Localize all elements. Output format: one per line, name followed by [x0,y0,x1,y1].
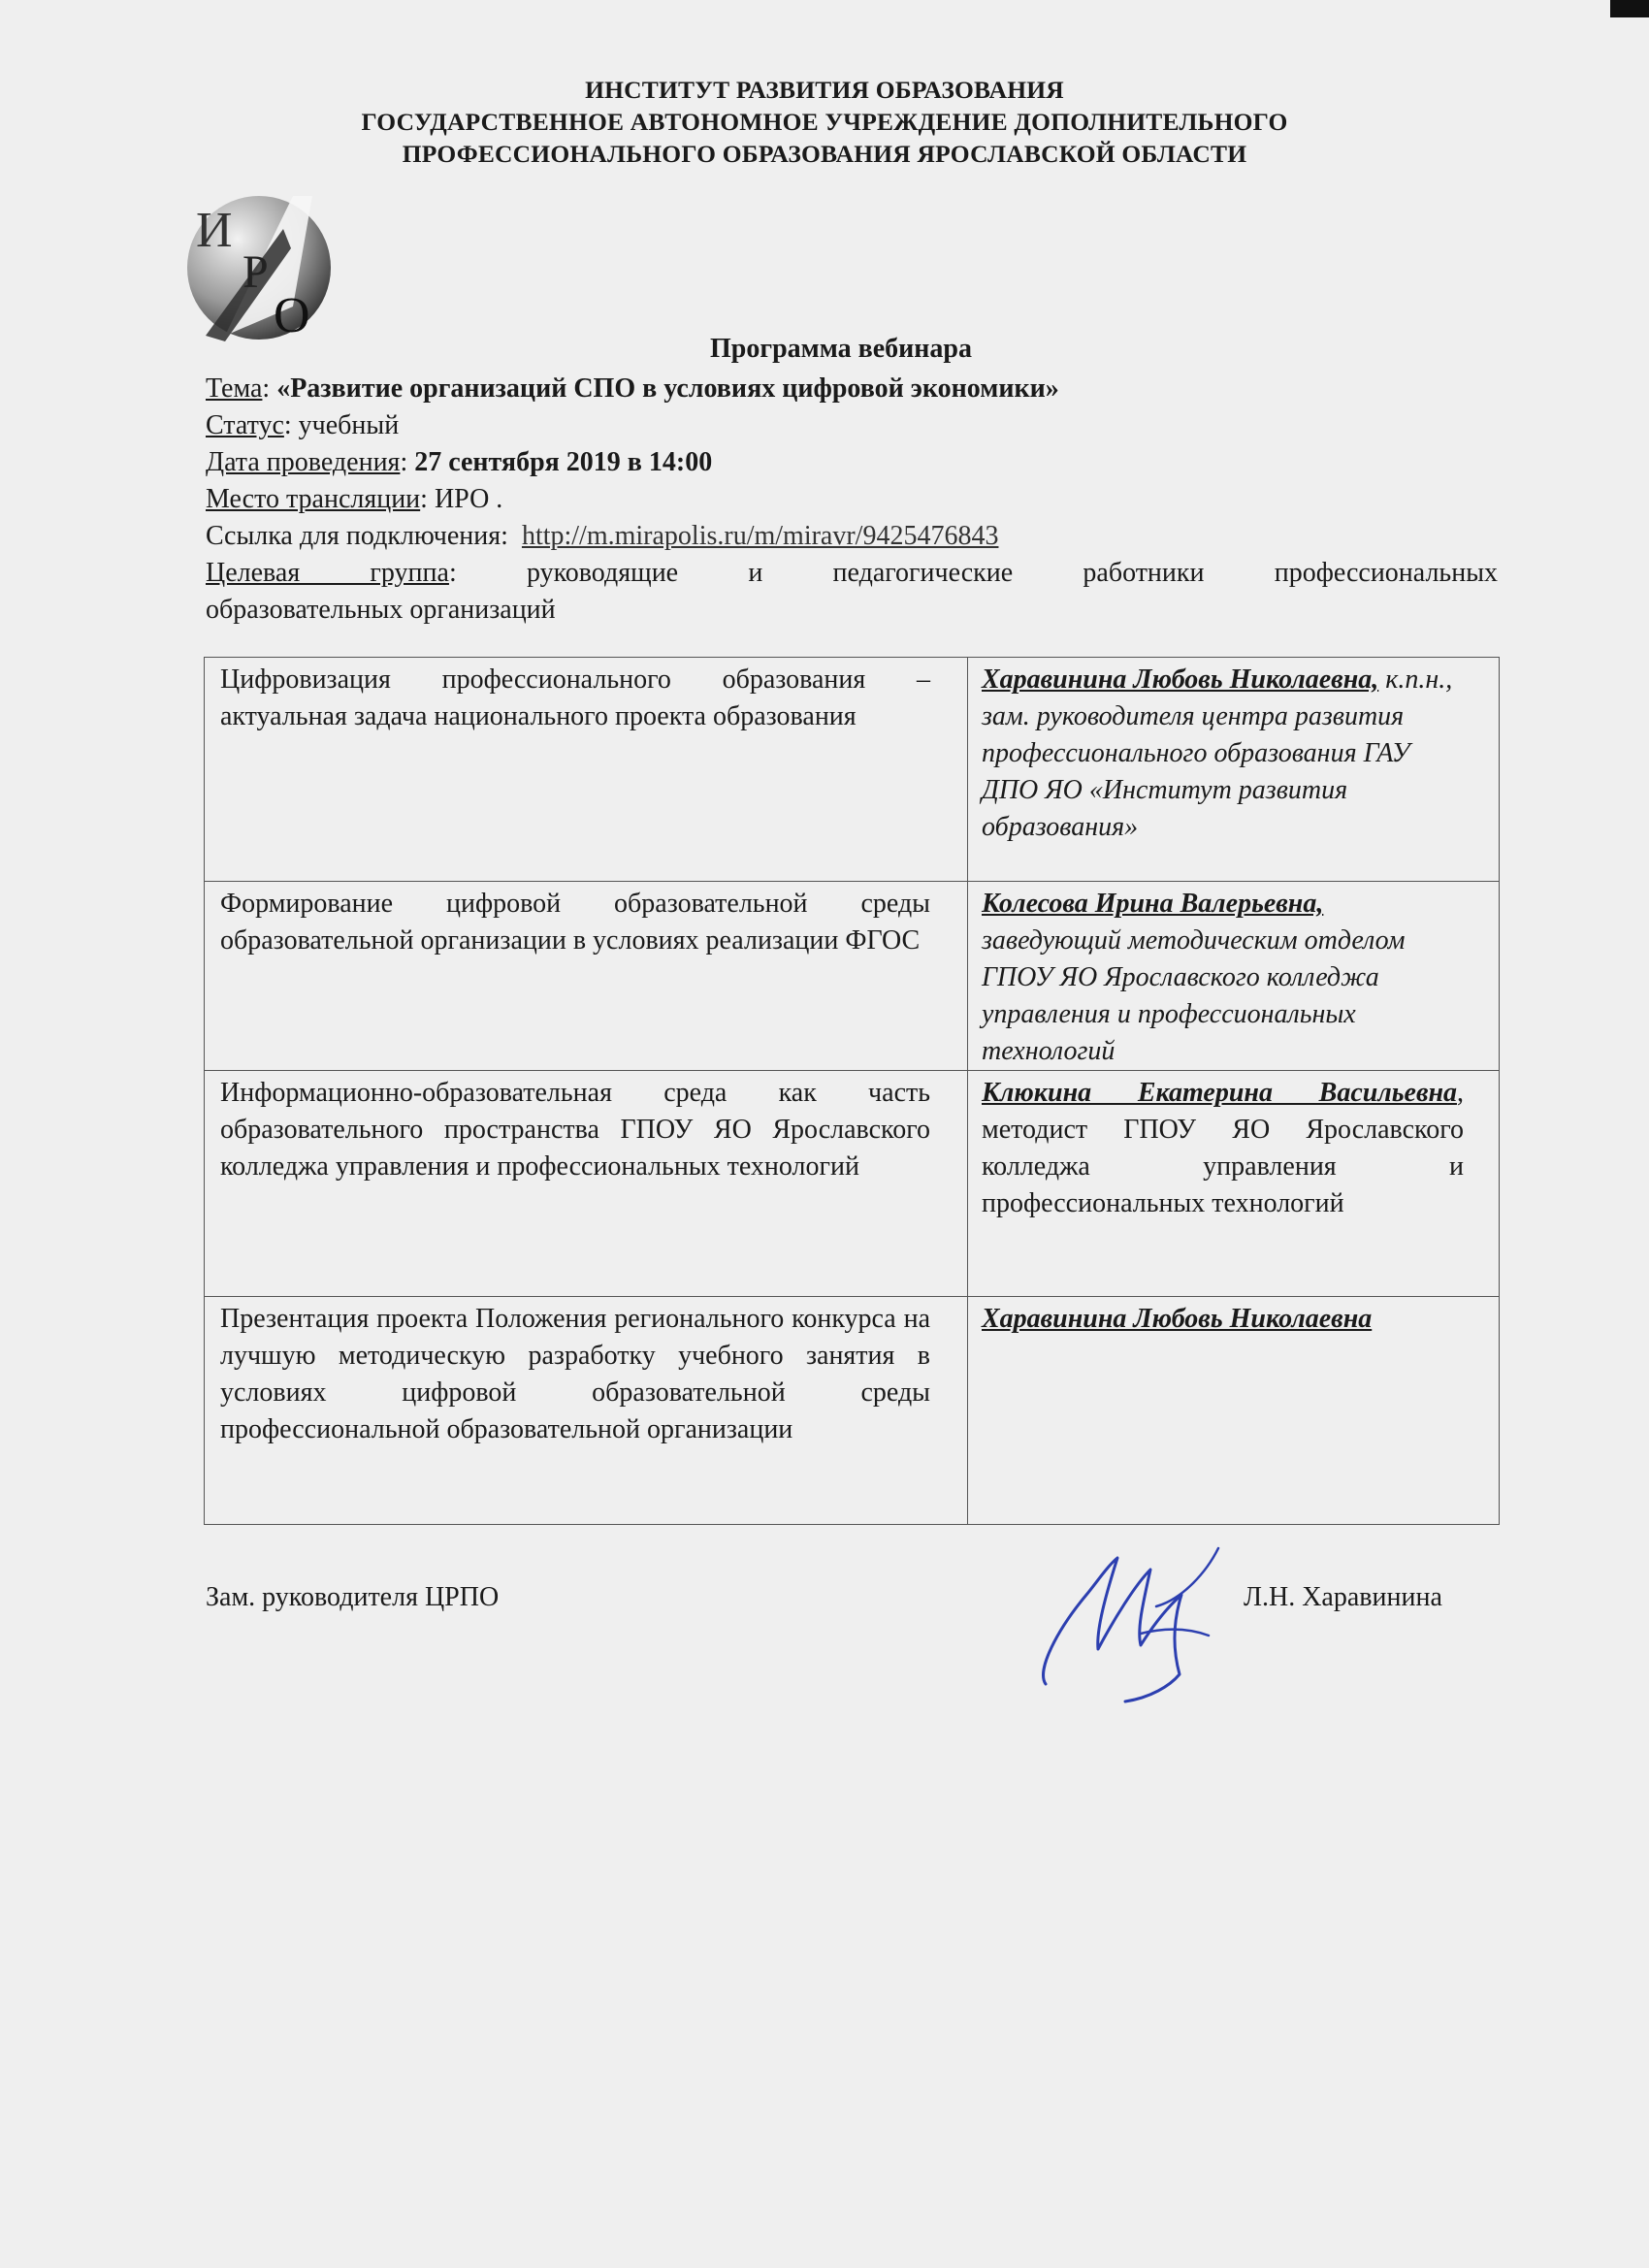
iro-logo [167,190,347,343]
table-row [205,1297,1500,1525]
scan-corner-mark [1610,0,1649,17]
status-label: Статус [206,410,284,440]
topic-row: Тема: «Развитие организаций СПО в условиях цифровой экономики» [206,373,1059,404]
agenda-topic: Цифровизация профессионального образования – актуальная задача национального проекта образования [205,658,968,882]
agenda-speaker [968,1297,1500,1525]
status-row: Статус: учебный [206,410,400,440]
target-value-cont: образовательных организаций [206,595,556,625]
place-row: Место трансляции: ИРО . [206,484,503,514]
topic-value: «Развитие организаций СПО в условиях цифровой экономики» [276,373,1059,404]
signatory-position: Зам. руководителя ЦРПО [206,1582,500,1612]
letterhead-line-1: ИНСТИТУТ РАЗВИТИЯ ОБРАЗОВАНИЯ [585,76,1064,104]
table-row [205,658,1500,882]
program-meta [206,371,1498,629]
letterhead-line-3: ПРОФЕССИОНАЛЬНОГО ОБРАЗОВАНИЯ ЯРОСЛАВСКОЙ ОБЛАСТИ [402,140,1247,168]
agenda-table [204,657,1500,1525]
target-row-cont [206,592,1498,629]
place-label: Место трансляции [206,484,421,514]
table-row [205,1071,1500,1297]
place-value: ИРО . [434,484,503,514]
logo-letter-i: И [196,203,233,258]
agenda-topic: Информационно-образовательная среда как часть образовательного пространства ГПОУ ЯО Ярославского колледжа управления и профессиональных технологий [205,1071,968,1297]
speaker-name: Колесова Ирина Валерьевна, [982,889,1324,919]
date-row: Дата проведения: 27 сентября 2019 в 14:00 [206,447,713,477]
logo-letter-o: О [274,288,310,343]
speaker-position: заведующий методическим отделом ГПОУ ЯО Ярославского колледжа управления и профессиональных технологий [982,925,1406,1066]
link-row [206,518,1498,555]
speaker-block [982,1075,1464,1222]
topic-label: Тема [206,373,263,404]
webinar-link[interactable]: http://m.mirapolis.ru/m/miravr/9425476843 [521,521,999,551]
target-label: Целевая группа [206,558,449,588]
signatory-name: Л.Н. Харавинина [1244,1582,1442,1612]
speaker-position: , методист ГПОУ ЯО Ярославского колледжа управления и профессиональных технологий [982,1078,1464,1218]
agenda-speaker [968,658,1500,882]
agenda-topic: Формирование цифровой образовательной среды образовательной организации в условиях реализации ФГОС [205,882,968,1071]
letterhead [0,74,1649,170]
program-title: Программа вебинара [710,334,972,364]
table-row [205,882,1500,1071]
date-label: Дата проведения [206,447,401,477]
agenda-speaker [968,882,1500,1071]
speaker-name: Клюкина Екатерина Васильевна [982,1078,1457,1108]
agenda-topic: Презентация проекта Положения регионального конкурса на лучшую методическую разработку учебного занятия в условиях цифровой образовательной среды профессиональной образовательной организации [205,1297,968,1525]
speaker-position: к.п.н., зам. руководителя центра развития профессионального образования ГАУ ДПО ЯО «Институт развития образования» [982,664,1453,842]
speaker-name: Харавинина Любовь Николаевна, [982,664,1379,695]
speaker-name: Харавинина Любовь Николаевна [982,1304,1373,1334]
date-value: 27 сентября 2019 в 14:00 [414,447,713,477]
letterhead-line-2: ГОСУДАРСТВЕННОЕ АВТОНОМНОЕ УЧРЕЖДЕНИЕ ДОПОЛНИТЕЛЬНОГО [361,108,1288,136]
logo-letter-r: Р [242,246,269,298]
target-value: руководящие и педагогические работники профессиональных [526,558,1499,588]
signature [1028,1537,1222,1703]
target-row: Целевая группа: руководящие и педагогические работники профессиональных [206,558,1499,588]
agenda-speaker [968,1071,1500,1297]
link-label: Ссылка для подключения: [206,521,508,551]
status-value: учебный [298,410,400,440]
